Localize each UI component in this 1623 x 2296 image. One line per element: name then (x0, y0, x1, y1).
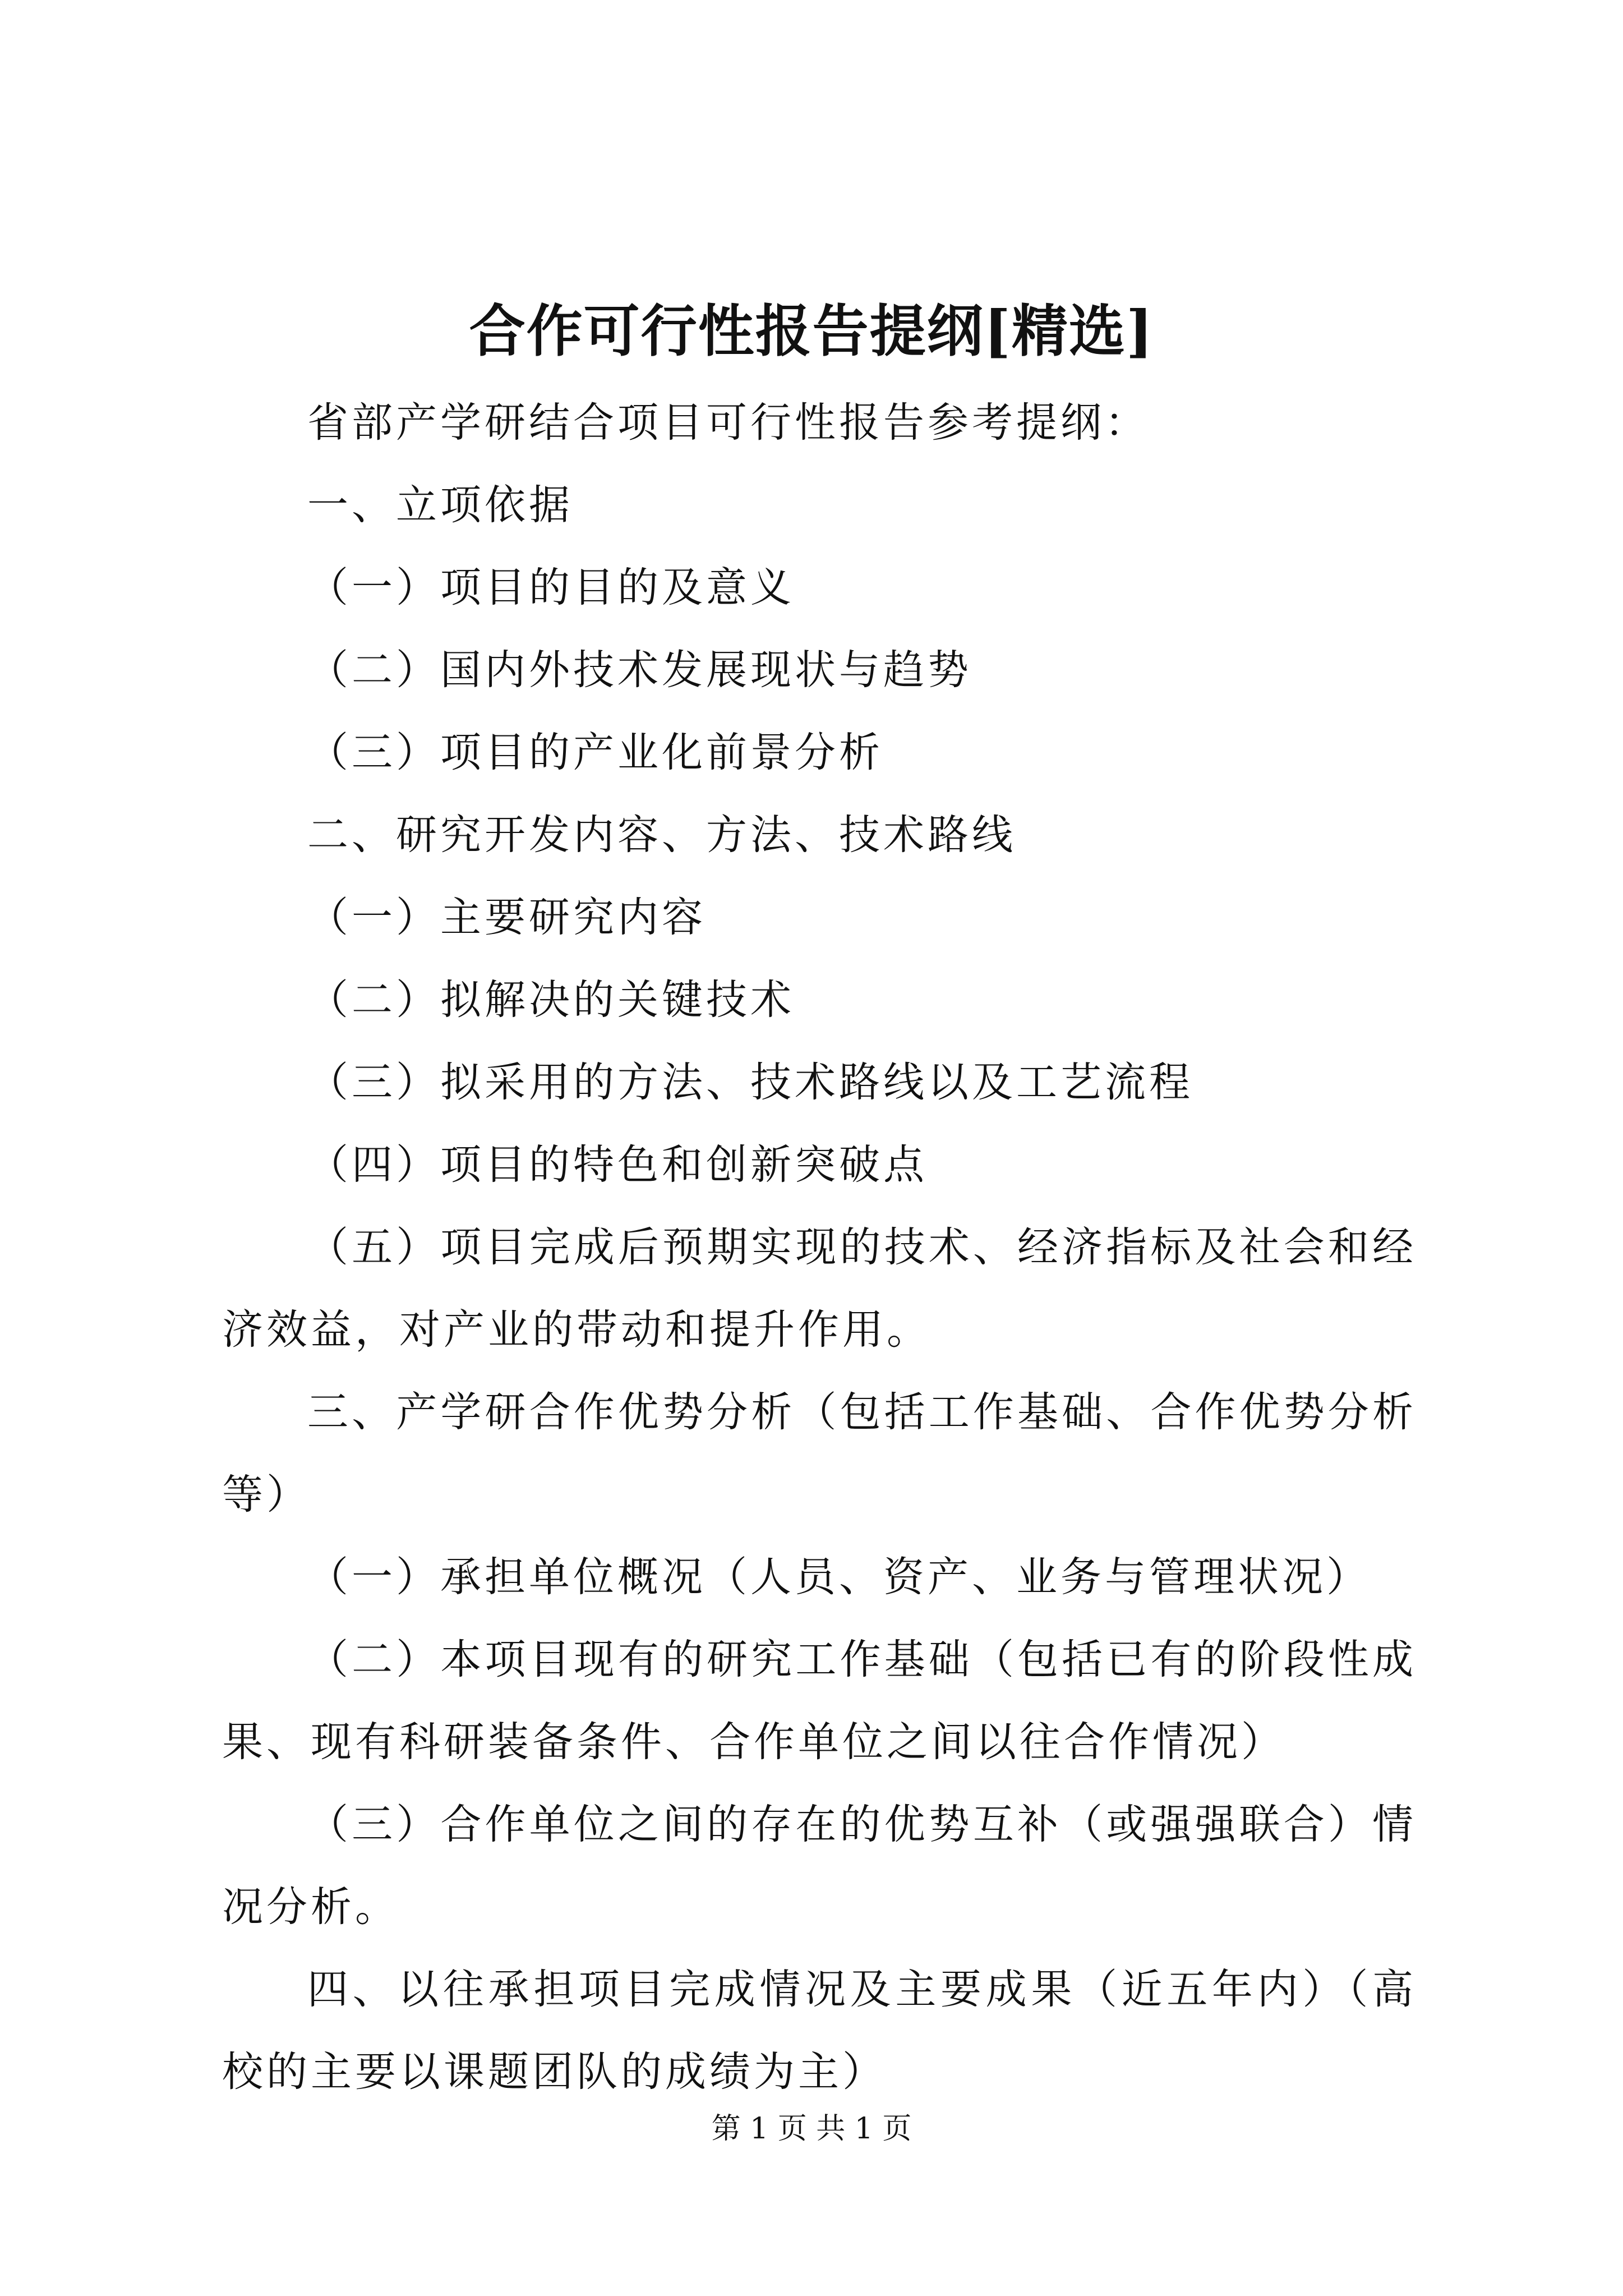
section-heading: 一、立项依据 (307, 481, 573, 529)
page-footer: 第 1 页 共 1 页 (711, 2112, 912, 2146)
subsection-item: （三）合作单位之间的存在的优势互补（或强强联合）情况分析。 (222, 1801, 1417, 1931)
subsection-item: （二）本项目现有的研究工作基础（包括已有的阶段性成果、现有科研装备条件、合作单位之间以往合作情况） (222, 1636, 1417, 1766)
intro-paragraph: 省部产学研结合项目可行性报告参考提纲： (307, 399, 1149, 447)
subsection-item: （三）项目的产业化前景分析 (307, 729, 883, 776)
section-heading: 三、产学研合作优势分析（包括工作基础、合作优势分析等） (222, 1388, 1417, 1519)
subsection-item: （五）项目完成后预期实现的技术、经济指标及社会和经济效益，对产业的带动和提升作用。 (222, 1223, 1417, 1354)
document-body (222, 381, 1417, 2113)
section-heading: 二、研究开发内容、方法、技术路线 (307, 811, 1016, 859)
section-heading: 四、以往承担项目完成情况及主要成果（近五年内）（高校的主要以课题团队的成绩为主） (222, 1966, 1417, 2096)
subsection-item: （二）拟解决的关键技术 (307, 976, 795, 1024)
subsection-item: （三）拟采用的方法、技术路线以及工艺流程 (307, 1059, 1193, 1106)
document-title: 合作可行性报告提纲[精选] (469, 298, 1154, 364)
subsection-item: （一）项目的目的及意义 (307, 564, 795, 611)
subsection-item: （二）国内外技术发展现状与趋势 (307, 646, 972, 694)
subsection-item: （四）项目的特色和创新突破点 (307, 1141, 928, 1189)
subsection-item: （一）承担单位概况（人员、资产、业务与管理状况） (307, 1553, 1371, 1601)
subsection-item: （一）主要研究内容 (307, 894, 706, 941)
